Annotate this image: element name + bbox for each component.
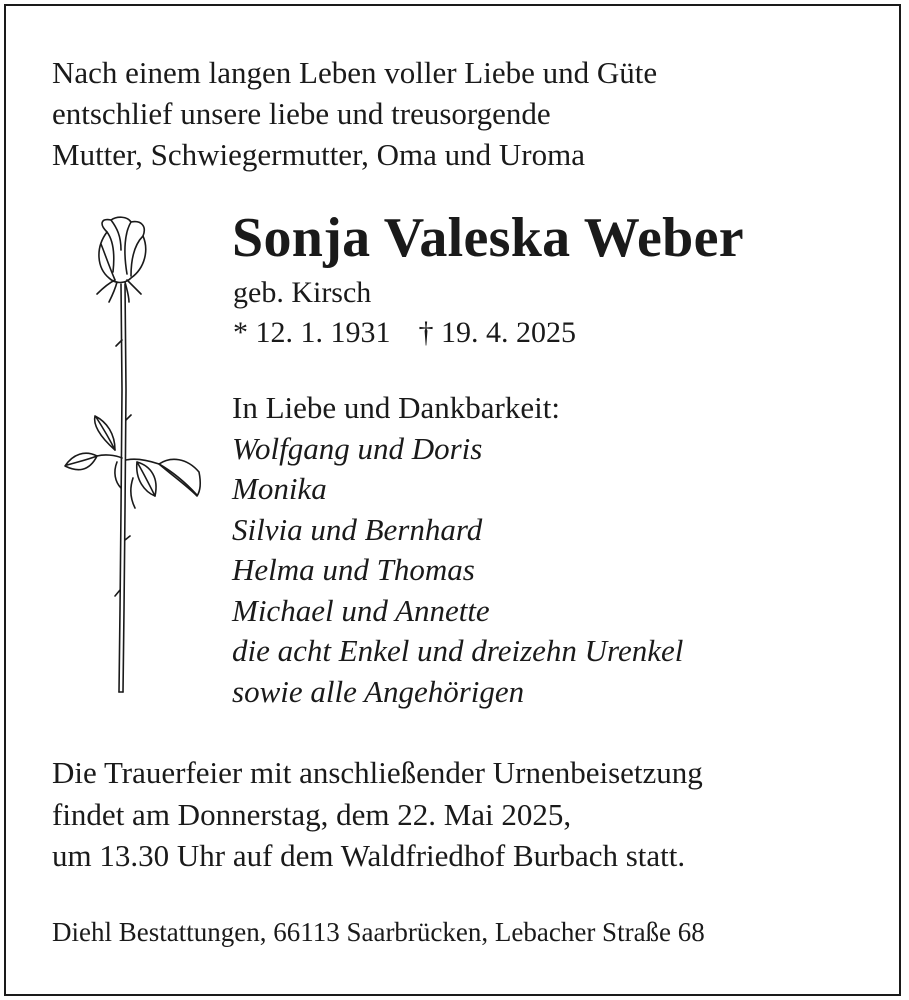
mourners-heading: In Liebe und Dankbarkeit: — [232, 390, 560, 425]
mourner-name: sowie alle Angehörigen — [232, 673, 525, 709]
death-date: † 19. 4. 2025 — [418, 316, 576, 349]
mourners-block — [232, 388, 683, 712]
birth-name: geb. Kirsch — [233, 276, 372, 309]
undertaker-info: Diehl Bestattungen, 66113 Saarbrücken, Lebacher Straße 68 — [52, 917, 705, 947]
mourner-name: Helma und Thomas — [232, 552, 475, 587]
mourner-name: Monika — [232, 471, 327, 506]
mourner-name: die acht Enkel und dreizehn Urenkel — [232, 633, 684, 668]
funeral-line: um 13.30 Uhr auf dem Waldfriedhof Burbach statt. — [52, 838, 686, 873]
funeral-details — [52, 752, 703, 877]
intro-line: entschlief unsere liebe und treusorgende — [52, 96, 551, 131]
intro-line: Nach einem langen Leben voller Liebe und Güte — [52, 55, 658, 90]
intro-text — [52, 52, 657, 175]
mourner-name: Michael und Annette — [232, 592, 490, 628]
intro-line: Mutter, Schwiegermutter, Oma und Uroma — [52, 137, 585, 172]
deceased-name: Sonja Valeska Weber — [232, 207, 744, 269]
birth-date: * 12. 1. 1931 — [233, 316, 391, 349]
rose-icon — [55, 210, 215, 700]
mourner-name: Silvia und Bernhard — [232, 511, 483, 547]
mourner-name: Wolfgang und Doris — [232, 430, 483, 466]
funeral-line: findet am Donnerstag, dem 22. Mai 2025, — [52, 796, 572, 832]
life-dates — [233, 314, 576, 352]
funeral-line: Die Trauerfeier mit anschließender Urnenbeisetzung — [52, 755, 703, 790]
